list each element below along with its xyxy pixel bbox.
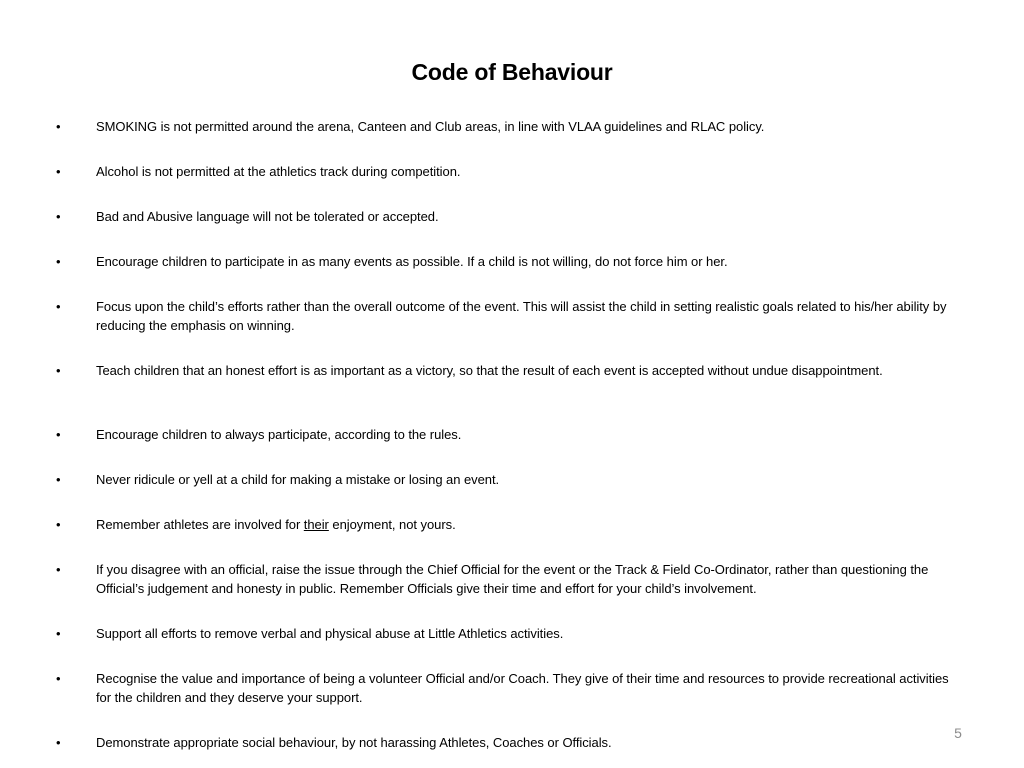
bullet-marker: • xyxy=(56,299,61,314)
bullet-social-behaviour: Demonstrate appropriate social behaviour, by not harassing Athletes, Coaches or Officials. xyxy=(96,735,612,750)
bullet-alcohol: Alcohol is not permitted at the athletics track during competition. xyxy=(96,164,461,179)
bullet-focus-efforts: Focus upon the child’s efforts rather than the overall outcome of the event. This will assist the child in setting realistic goals related to his/her ability by reducing the emphasis on winning. xyxy=(96,299,947,333)
bullet-language: Bad and Abusive language will not be tolerated or accepted. xyxy=(96,209,439,224)
underlined-word: their xyxy=(303,517,329,532)
slide-title: Code of Behaviour xyxy=(411,59,613,85)
bullet-follow-rules: Encourage children to always participate, according to the rules. xyxy=(96,427,462,442)
bullet-marker: • xyxy=(56,119,61,134)
bullet-their-enjoyment xyxy=(96,515,958,534)
bullet-honest-effort: Teach children that an honest effort is as important as a victory, so that the result of each event is accepted without undue disappointment. xyxy=(96,363,883,378)
page-number: 5 xyxy=(954,725,962,741)
bullet-encourage-participation: Encourage children to participate in as many events as possible. If a child is not willing, do not force him or her. xyxy=(96,254,728,269)
bullet-text-before: Remember athletes are involved for xyxy=(96,517,304,532)
bullet-marker: • xyxy=(56,363,61,378)
bullet-never-ridicule: Never ridicule or yell at a child for making a mistake or losing an event. xyxy=(96,472,500,487)
bullet-recognise-volunteers: Recognise the value and importance of being a volunteer Official and/or Coach. They give of their time and resources to provide recreational activities for the children and they deserve your support. xyxy=(96,671,949,705)
bullet-marker: • xyxy=(56,626,61,641)
bullet-text-after: enjoyment, not yours. xyxy=(328,517,456,532)
bullet-marker: • xyxy=(56,164,61,179)
bullet-marker: • xyxy=(56,254,61,269)
bullet-marker: • xyxy=(56,472,61,487)
bullet-marker: • xyxy=(56,427,61,442)
bullet-marker: • xyxy=(56,517,61,532)
bullet-disagree-official: If you disagree with an official, raise the issue through the Chief Official for the event or the Track & Field Co-Ordinator, rather than questioning the Official’s judgement and honesty in public. Remember Officials give their time and effort for your child’s involvement. xyxy=(96,562,929,596)
bullet-support-efforts: Support all efforts to remove verbal and physical abuse at Little Athletics activities. xyxy=(96,626,564,641)
bullet-marker: • xyxy=(56,735,61,750)
bullet-smoking: SMOKING is not permitted around the arena, Canteen and Club areas, in line with VLAA guidelines and RLAC policy. xyxy=(96,119,765,134)
bullet-marker: • xyxy=(56,209,61,224)
bullet-marker: • xyxy=(56,671,61,686)
bullet-marker: • xyxy=(56,562,61,577)
